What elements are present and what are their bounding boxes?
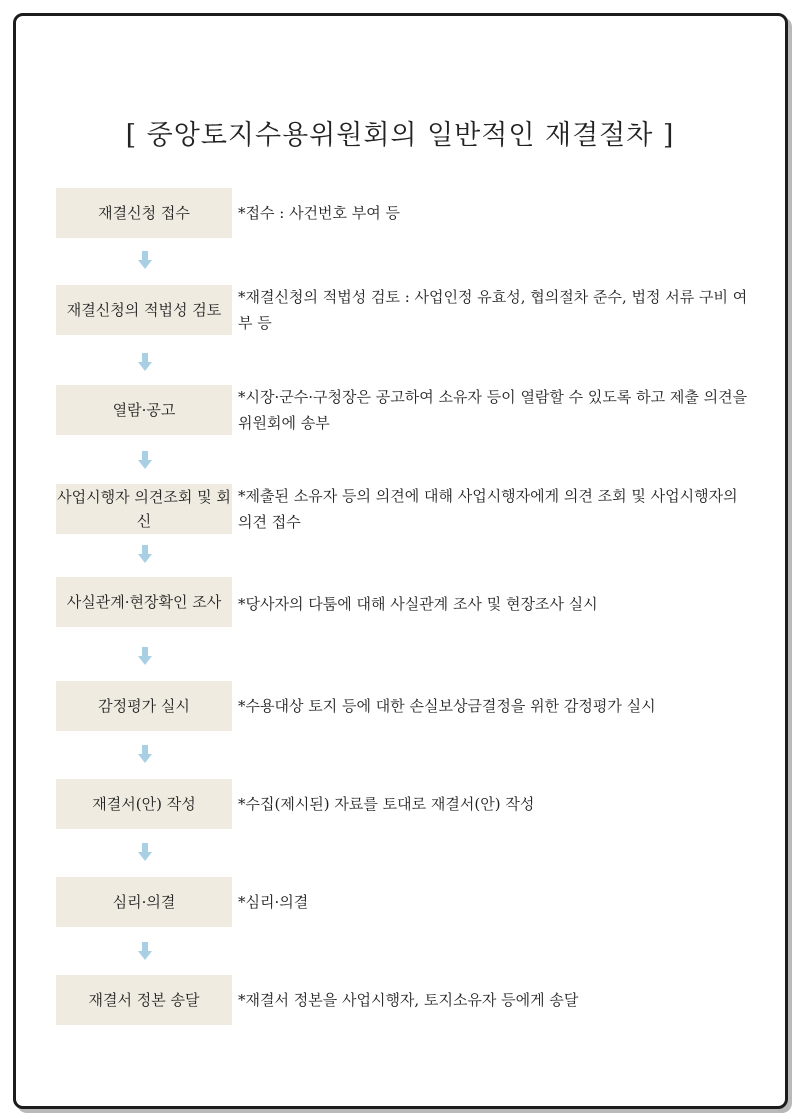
step-box-6: 감정평가 실시 (56, 681, 232, 731)
step-box-7: 재결서(안) 작성 (56, 779, 232, 829)
step-desc-6: *수용대상 토지 등에 대한 손실보상금결정을 위한 감정평가 실시 (238, 697, 656, 715)
step-box-5: 사실관계·현장확인 조사 (56, 577, 232, 627)
arrow-down-icon (138, 451, 152, 469)
step-desc-7: *수집(제시된) 자료를 토대로 재결서(안) 작성 (238, 795, 535, 813)
page-title: [ 중앙토지수용위원회의 일반적인 재결절차 ] (125, 120, 675, 151)
arrow-down-icon (138, 745, 152, 763)
step-desc-4: *제출된 소유자 등의 의견에 대해 사업시행자에게 의견 조회 및 사업시행자의 의견 접수 (238, 487, 738, 531)
arrow-down-icon (138, 843, 152, 861)
step-desc-3: *시장·군수·구청장은 공고하여 소유자 등이 열람할 수 있도록 하고 제출 의견을 위원회에 송부 (238, 388, 748, 432)
arrow-down-icon (138, 251, 152, 269)
step-desc-8: *심리·의결 (238, 893, 309, 911)
step-desc-5: *당사자의 다툼에 대해 사실관계 조사 및 현장조사 실시 (238, 595, 598, 613)
arrow-down-icon (138, 545, 152, 563)
step-box-8: 심리·의결 (56, 877, 232, 927)
step-box-4: 사업시행자 의견조회 및 회신 (56, 484, 232, 534)
step-box-3: 열람·공고 (56, 385, 232, 435)
step-box-9: 재결서 정본 송달 (56, 975, 232, 1025)
step-box-2: 재결신청의 적법성 검토 (56, 285, 232, 335)
arrow-down-icon (138, 942, 152, 960)
page-frame (13, 13, 788, 1109)
arrow-down-icon (138, 647, 152, 665)
step-desc-9: *재결서 정본을 사업시행자, 토지소유자 등에게 송달 (238, 991, 579, 1009)
arrow-down-icon (138, 353, 152, 371)
step-desc-1: *접수 : 사건번호 부여 등 (238, 204, 401, 222)
step-desc-2: *재결신청의 적법성 검토 : 사업인정 유효성, 협의절차 준수, 법정 서류 구비 여부 등 (238, 288, 748, 332)
step-box-1: 재결신청 접수 (56, 188, 232, 238)
